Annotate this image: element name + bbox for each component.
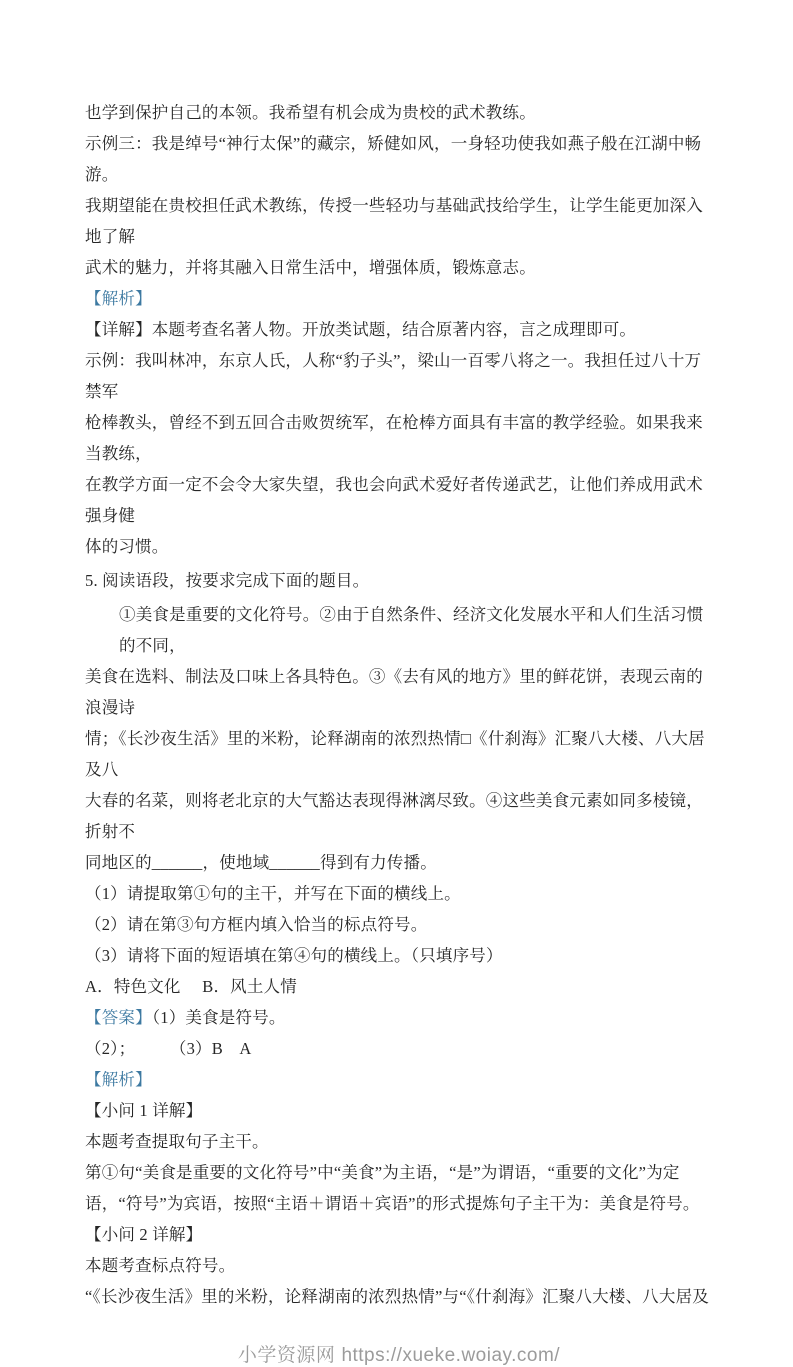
- passage-line1: ①美食是重要的文化符号。②由于自然条件、经济文化发展水平和人们生活习惯的不同，: [119, 605, 704, 655]
- question-5-title: 5. 阅读语段，按要求完成下面的题目。: [85, 571, 370, 590]
- subquestion-1-explanation-intro: 本题考查提取句子主干。: [85, 1132, 269, 1151]
- answer-example-three-line3: 武术的魅力，并将其融入日常生活中，增强体质，锻炼意志。: [85, 258, 536, 277]
- explanation-example-line3: 在教学方面一定不会令大家失望，我也会向武术爱好者传递武艺，让他们养成用武术强身健: [85, 475, 703, 525]
- subquestion-1-explanation-line1: 第①句“美食是重要的文化符号”中“美食”为主语，“是”为谓语，“重要的文化”为定: [85, 1163, 680, 1182]
- subquestion-2-explanation-line1: “《长沙夜生活》里的米粉，论释湖南的浓烈热情”与“《什刹海》汇聚八大楼、八大居及: [85, 1287, 709, 1306]
- option-a-b-row: A．特色文化 B．风土人情: [85, 977, 297, 996]
- passage-line4: 大春的名菜，则将老北京的大气豁达表现得淋漓尽致。④这些美食元素如同多棱镜，折射不: [85, 791, 703, 841]
- sub-question-1: （1）请提取第①句的主干，并写在下面的横线上。: [85, 884, 461, 903]
- subquestion-1-explanation-label: 【小问 1 详解】: [85, 1101, 203, 1120]
- passage-line3: 情；《长沙夜生活》里的米粉，论释湖南的浓烈热情□《什刹海》汇聚八大楼、八大居及八: [85, 729, 705, 779]
- analysis-section-label-2: 【解析】: [85, 1070, 152, 1089]
- answer-example-continuation: 也学到保护自己的本领。我希望有机会成为贵校的武术教练。: [85, 103, 536, 122]
- sub-question-2: （2）请在第③句方框内填入恰当的标点符号。: [85, 915, 428, 934]
- explanation-example-line1: 示例：我叫林冲，东京人氏，人称“豹子头”，梁山一百零八将之一。我担任过八十万禁军: [85, 351, 702, 401]
- subquestion-1-explanation-line2: 语，“符号”为宾语，按照“主语＋谓语＋宾语”的形式提炼句子主干为：美食是符号。: [85, 1194, 700, 1213]
- site-url: https://xueke.woiay.com/: [341, 1345, 561, 1366]
- answer-2-3-line: （2）； （3）B A: [85, 1039, 252, 1058]
- answer-example-three-line1: 示例三：我是绰号“神行太保”的藏宗，矫健如风，一身轻功使我如燕子般在江湖中畅游。: [85, 134, 702, 184]
- passage-line5-blanks: 同地区的______，使地域______得到有力传播。: [85, 853, 437, 872]
- passage-line2: 美食在选料、制法及口味上各具特色。③《去有风的地方》里的鲜花饼，表现云南的浪漫诗: [85, 667, 703, 717]
- explanation-example-line2: 枪棒教头，曾经不到五回合击败贺统军，在枪棒方面具有丰富的教学经验。如果我来当教练，: [85, 413, 703, 463]
- explanation-example-line4: 体的习惯。: [85, 537, 169, 556]
- subquestion-2-explanation-intro: 本题考查标点符号。: [85, 1256, 236, 1275]
- subquestion-2-explanation-label: 【小问 2 详解】: [85, 1225, 203, 1244]
- detailed-explanation-line: 【详解】本题考查名著人物。开放类试题，结合原著内容，言之成理即可。: [85, 320, 637, 339]
- site-watermark: [85, 1340, 713, 1367]
- analysis-section-label: 【解析】: [85, 289, 152, 308]
- site-name: 小学资源网: [237, 1345, 336, 1366]
- answer-section-line: 【答案】（1）美食是符号。: [85, 1008, 286, 1027]
- sub-question-3: （3）请将下面的短语填在第④句的横线上。（只填序号）: [85, 946, 503, 965]
- answer-example-three-line2: 我期望能在贵校担任武术教练，传授一些轻功与基础武技给学生，让学生能更加深入地了解: [85, 196, 703, 246]
